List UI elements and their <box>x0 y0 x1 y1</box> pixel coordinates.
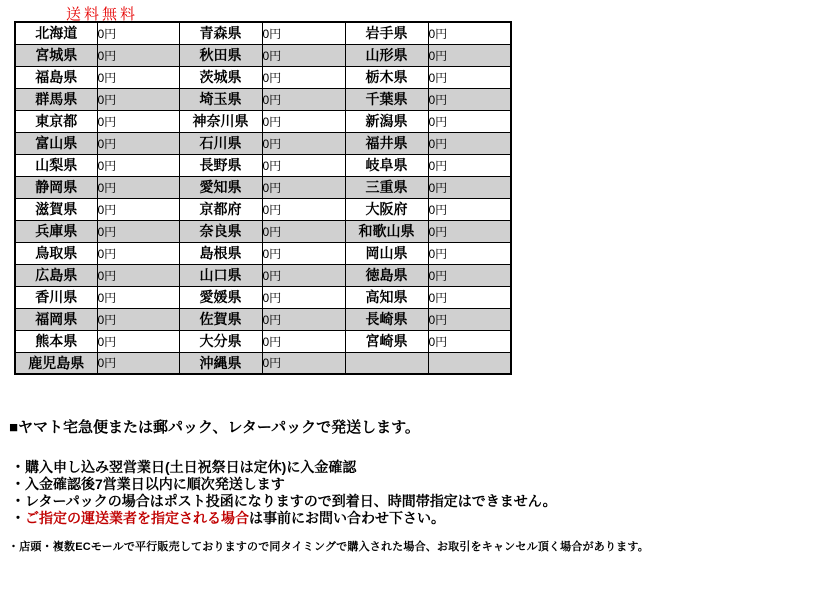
prefecture-cell: 岩手県 <box>345 22 428 44</box>
prefecture-cell: 千葉県 <box>345 88 428 110</box>
prefecture-cell: 石川県 <box>179 132 262 154</box>
prefecture-cell: 兵庫県 <box>15 220 97 242</box>
prefecture-cell: 山口県 <box>179 264 262 286</box>
fee-cell: 0円 <box>428 110 511 132</box>
table-row <box>15 154 511 176</box>
fee-cell: 0円 <box>97 264 179 286</box>
prefecture-cell: 宮崎県 <box>345 330 428 352</box>
fee-cell: 0円 <box>97 330 179 352</box>
carrier-note-red-text: ご指定の運送業者を指定される場合 <box>25 510 249 526</box>
prefecture-cell: 佐賀県 <box>179 308 262 330</box>
table-row <box>15 242 511 264</box>
table-row <box>15 286 511 308</box>
fee-cell: 0円 <box>428 308 511 330</box>
fee-cell: 0円 <box>428 286 511 308</box>
fee-cell: 0円 <box>262 176 345 198</box>
prefecture-cell: 熊本県 <box>15 330 97 352</box>
prefecture-cell: 神奈川県 <box>179 110 262 132</box>
prefecture-cell: 沖縄県 <box>179 352 262 374</box>
fee-cell: 0円 <box>262 286 345 308</box>
fee-cell: 0円 <box>262 44 345 66</box>
fee-cell: 0円 <box>262 66 345 88</box>
table-row <box>15 330 511 352</box>
prefecture-cell: 山形県 <box>345 44 428 66</box>
table-row <box>15 88 511 110</box>
prefecture-cell: 静岡県 <box>15 176 97 198</box>
prefecture-cell: 高知県 <box>345 286 428 308</box>
prefecture-cell: 長崎県 <box>345 308 428 330</box>
prefecture-cell <box>345 352 428 374</box>
prefecture-cell: 和歌山県 <box>345 220 428 242</box>
fee-cell <box>428 352 511 374</box>
fee-cell: 0円 <box>97 110 179 132</box>
fee-cell: 0円 <box>262 22 345 44</box>
fee-cell: 0円 <box>97 44 179 66</box>
fee-cell: 0円 <box>262 220 345 242</box>
note-shipping-schedule: ・入金確認後7営業日以内に順次発送します <box>11 476 285 492</box>
table-row <box>15 264 511 286</box>
prefecture-cell: 富山県 <box>15 132 97 154</box>
fee-cell: 0円 <box>97 88 179 110</box>
fee-cell: 0円 <box>262 88 345 110</box>
shipping-method-heading: ■ヤマト宅急便または郵パック、レターパックで発送します。 <box>9 419 420 436</box>
note-carrier-request <box>11 510 557 527</box>
table-row <box>15 44 511 66</box>
prefecture-cell: 島根県 <box>179 242 262 264</box>
table-row <box>15 198 511 220</box>
table-row <box>15 132 511 154</box>
prefecture-cell: 埼玉県 <box>179 88 262 110</box>
prefecture-cell: 三重県 <box>345 176 428 198</box>
prefecture-cell: 秋田県 <box>179 44 262 66</box>
prefecture-cell: 徳島県 <box>345 264 428 286</box>
prefecture-cell: 山梨県 <box>15 154 97 176</box>
fee-cell: 0円 <box>97 198 179 220</box>
fee-cell: 0円 <box>262 242 345 264</box>
table-row <box>15 110 511 132</box>
prefecture-cell: 広島県 <box>15 264 97 286</box>
prefecture-cell: 福井県 <box>345 132 428 154</box>
fee-cell: 0円 <box>97 132 179 154</box>
prefecture-cell: 福島県 <box>15 66 97 88</box>
fee-cell: 0円 <box>97 66 179 88</box>
prefecture-cell: 長野県 <box>179 154 262 176</box>
fee-cell: 0円 <box>97 286 179 308</box>
fee-cell: 0円 <box>428 88 511 110</box>
fee-cell: 0円 <box>262 330 345 352</box>
fee-cell: 0円 <box>428 132 511 154</box>
bullet-marker: ・ <box>11 510 25 526</box>
fee-cell: 0円 <box>262 132 345 154</box>
fee-cell: 0円 <box>97 242 179 264</box>
fee-cell: 0円 <box>428 242 511 264</box>
fee-cell: 0円 <box>428 264 511 286</box>
prefecture-cell: 群馬県 <box>15 88 97 110</box>
prefecture-cell: 香川県 <box>15 286 97 308</box>
fee-cell: 0円 <box>97 22 179 44</box>
fee-cell: 0円 <box>428 44 511 66</box>
note-letterpack: ・レターパックの場合はポスト投函になりますので到着日、時間帯指定はできません。 <box>11 493 557 509</box>
fee-cell: 0円 <box>428 220 511 242</box>
fee-cell: 0円 <box>262 198 345 220</box>
prefecture-cell: 大阪府 <box>345 198 428 220</box>
prefecture-cell: 滋賀県 <box>15 198 97 220</box>
prefecture-cell: 福岡県 <box>15 308 97 330</box>
note-cancellation: ・店頭・複数ECモールで平行販売しておりますので同タイミングで購入された場合、お取引をキャンセル頂く場合があります。 <box>8 541 649 553</box>
fee-cell: 0円 <box>428 154 511 176</box>
prefecture-cell: 茨城県 <box>179 66 262 88</box>
fee-cell: 0円 <box>428 22 511 44</box>
fee-cell: 0円 <box>97 308 179 330</box>
fee-cell: 0円 <box>428 176 511 198</box>
prefecture-cell: 愛媛県 <box>179 286 262 308</box>
free-shipping-label: 送料無料 <box>66 6 139 23</box>
fee-cell: 0円 <box>97 352 179 374</box>
prefecture-cell: 岡山県 <box>345 242 428 264</box>
prefecture-cell: 新潟県 <box>345 110 428 132</box>
table-row <box>15 66 511 88</box>
fee-cell: 0円 <box>428 330 511 352</box>
prefecture-cell: 愛知県 <box>179 176 262 198</box>
fee-cell: 0円 <box>262 110 345 132</box>
prefecture-cell: 大分県 <box>179 330 262 352</box>
table-row <box>15 22 511 44</box>
prefecture-cell: 鹿児島県 <box>15 352 97 374</box>
carrier-note-rest-text: は事前にお問い合わせ下さい。 <box>249 510 445 526</box>
fee-cell: 0円 <box>262 264 345 286</box>
notes-list <box>11 459 557 527</box>
fee-cell: 0円 <box>262 308 345 330</box>
fee-cell: 0円 <box>97 176 179 198</box>
prefecture-cell: 東京都 <box>15 110 97 132</box>
table-row <box>15 308 511 330</box>
fee-cell: 0円 <box>97 220 179 242</box>
fee-cell: 0円 <box>262 352 345 374</box>
table-row <box>15 352 511 374</box>
shipping-fee-table <box>14 21 512 375</box>
prefecture-cell: 鳥取県 <box>15 242 97 264</box>
fee-cell: 0円 <box>428 66 511 88</box>
prefecture-cell: 青森県 <box>179 22 262 44</box>
fee-cell: 0円 <box>262 154 345 176</box>
fee-cell: 0円 <box>97 154 179 176</box>
prefecture-cell: 栃木県 <box>345 66 428 88</box>
prefecture-cell: 宮城県 <box>15 44 97 66</box>
prefecture-cell: 奈良県 <box>179 220 262 242</box>
table-row <box>15 176 511 198</box>
prefecture-cell: 岐阜県 <box>345 154 428 176</box>
prefecture-cell: 京都府 <box>179 198 262 220</box>
note-payment-confirmation: ・購入申し込み翌営業日(土日祝祭日は定休)に入金確認 <box>11 459 357 475</box>
table-row <box>15 220 511 242</box>
prefecture-cell: 北海道 <box>15 22 97 44</box>
fee-cell: 0円 <box>428 198 511 220</box>
